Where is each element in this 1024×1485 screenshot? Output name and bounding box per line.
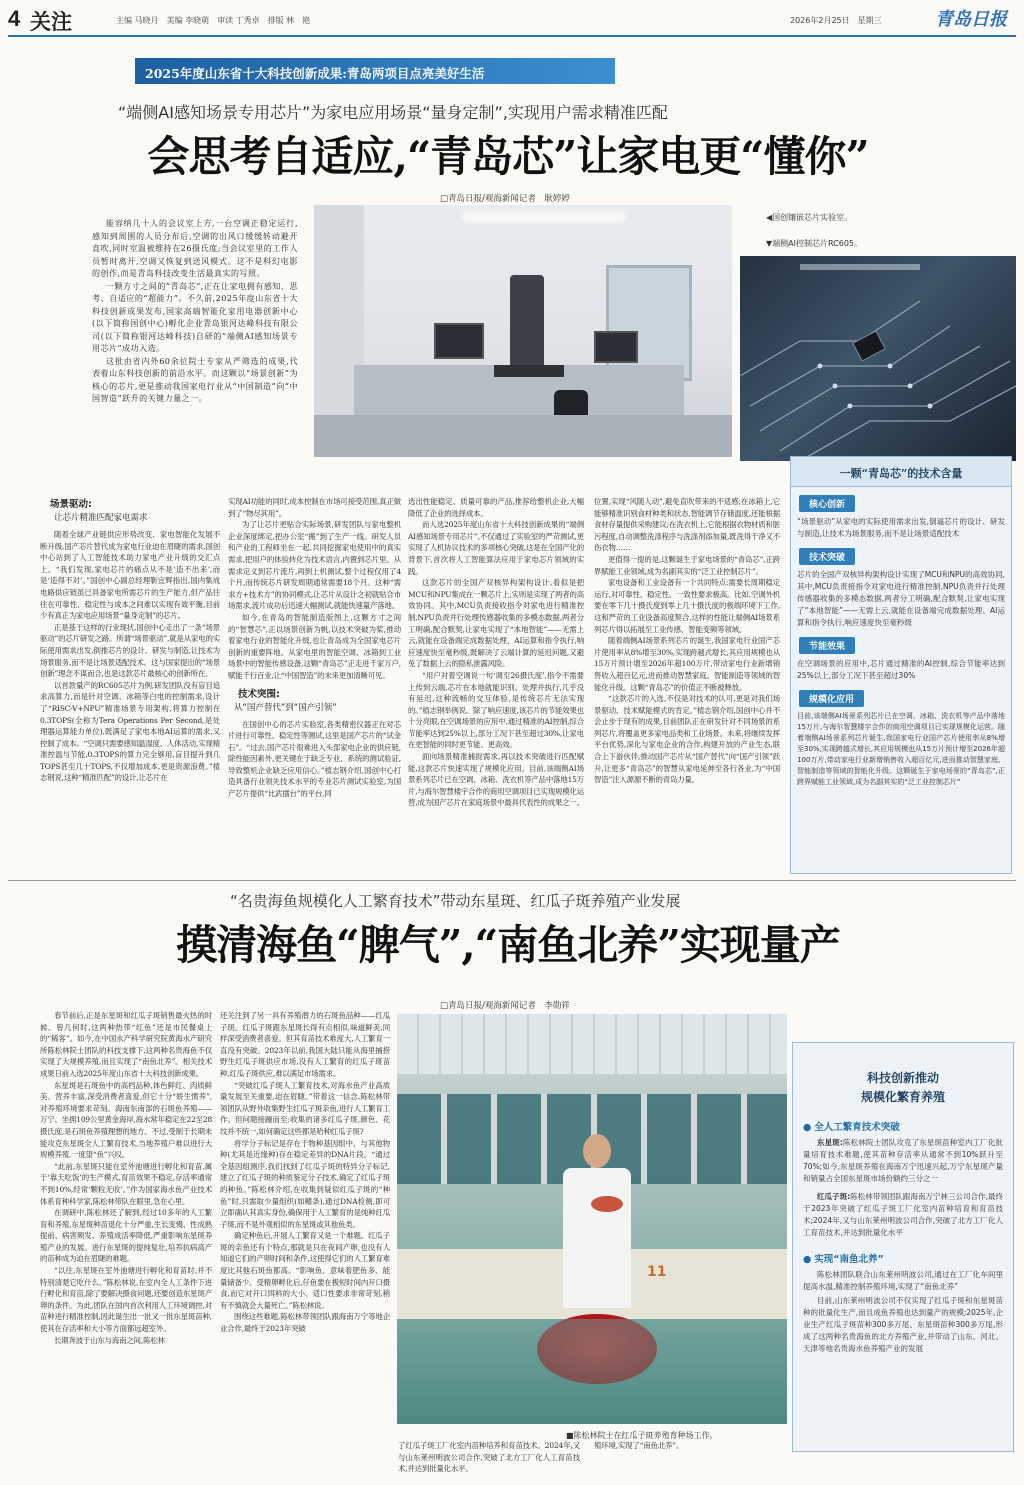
fish-farm-photo [397, 1014, 787, 1424]
bullet-icon: ● [803, 1254, 812, 1265]
sidebar-tag: 技术突破 [799, 548, 855, 565]
photo-caption: ■陈松林院士在红瓜子斑养殖育种场工作。 [566, 1431, 718, 1440]
body-paragraph: 正是基于这样的行业现状,国创中心走出了一条“场景驱动”的芯片研发之路。所谓“场景驱动”,就是从家电的实际使用需求出发,倒推芯片的设计、研发与制造,让技术为场景服务,而不是让场景适配技术。这与国家提出的“场景创新”理念不谋而合,也是这款芯片最核心的创新所在。 [40, 622, 220, 679]
body-paragraph: 实现AI功能的同时,成本控制在市场可接受范围,真正做到了“物尽其用”。 [228, 497, 401, 518]
sidebar-text [803, 1191, 1003, 1239]
sidebar-text: 芯片的全国产双核异构架构设计实现了MCU和NPU的高效协同,其中,MCU负责接指令对家电进行精准控制,NPU负责并行处理传感器收集的多模态数据,两者分工明确,配合默契,让家电实现了“本地智能”——无需上云,就能在设备端完成数据处理、AI运算和指令执行,响应速度快至毫秒级 [797, 570, 1005, 627]
sidebar-tag: 核心创新 [799, 495, 855, 512]
researcher-figure [557, 1134, 637, 1314]
body-paragraph: “突破红瓜子斑人工繁育技术,对海水鱼产业高质量发展至关重要,迫在眉睫。”带着这一信念,陈松林带领团队从野外收集野生红瓜子斑亲鱼,进行人工繁育工作。但问题接踵而至:收集的诸多红瓜子斑,颜色、花纹并不统一,如何确定这些都是哈种红瓜子斑? [220, 1080, 390, 1136]
body-paragraph: “此前,东星斑只能在室外池塘进行孵化和育苗,属于‘靠天吃饭’的生产模式,育苗效果不稳定,存活率通常不到10%,经常‘颗粒无收’。”作为国家海水鱼产业技术体系育种科学家,陈松林带队在眼里,急在心里。 [40, 1161, 212, 1206]
body-paragraph: 这款芯片的全国产双核异构架构设计,看似是把MCU和NPU集成在一颗芯片上,实则是实现了两者的高效协同。其中,MCU负责接收指令对家电进行精准控制,NPU负责并行处理传感器收集的多模态数据,两者分工明确,配合默契,让家电实现了“本地智能”——无需上云,就能在设备端完成数据处理、AI运算和指令执行,响应速度快至毫秒级,既解决了云端计算的延迟问题,又避免了数据上云的隐私泄露风险。 [408, 578, 584, 669]
microscope-base [494, 365, 564, 377]
sidebar-lead: 东星斑: [817, 1138, 843, 1147]
circuit-board-illustration [740, 256, 1016, 461]
lab-photo [314, 205, 732, 457]
sidebar-text: 在空调场景的应用中,芯片通过精准的AI控制,综合节能率达到25%以上,部分工况下甚至超过30% [797, 659, 1005, 680]
microscope-icon [510, 275, 544, 375]
sidebar-section-head [803, 1251, 1003, 1265]
fish-in-hand [591, 1196, 623, 1212]
body-paragraph: 面向场景精准捕捉需求,再以技术突破进行匹配赋能,这款芯片快速实现了规模化应用。目前,该端侧AI场景系列芯片已在空调、冰箱、洗衣机等产品中落地15万片,与海尔智慧楼宇合作的商用空调项目已实现规模化运营,成为国产芯片在家庭场景中最具代表性的成果之一。 [408, 752, 584, 808]
body-paragraph: “用户对着空调说一句‘调至26摄氏度’,指令不需要上传到云端,芯片在本地就能识别、处理并执行,几乎没有延迟,这种流畅的交互体验,是传统芯片无法实现的。”植志钢举例说。除了响应速度,该芯片的节能效果也十分亮眼,在空调场景的应用中,通过精准的AI控制,综合节能率达到25%以上,部分工况下甚至超过30%,让家电在更智能的同时更节能、更高效。 [408, 670, 584, 750]
chip-photo [740, 256, 1016, 461]
sidebar-body: 陈松林院士团队攻克了东星斑苗种室内工厂化批量培育技术难题,使其苗种存活率从通常不到10%跃升至70%;如今,东星斑养殖在海南万宁迅速兴起,万宁东星斑产量和销量占全国东星斑市场份额约三分之一 [803, 1138, 1003, 1183]
sidebar-body: 目前,山东莱州明波公司不仅实现了红瓜子斑和东星斑苗种的批量化生产,而且成鱼养殖也达到量产的规模;2025年,企业生产红瓜子斑苗种300多万尾、东星斑苗种300多万尾,形成了这两种名贵海鱼的北方养殖产业,并带动了山东、河北、天津等地名贵海水鱼养殖产业的发展 [803, 1296, 1003, 1353]
sidebar-text [803, 1137, 1003, 1185]
newspaper-logo: 青岛日报 [935, 9, 1007, 30]
body-paragraph: 以首款量产的RC605芯片为例,研发团队没有盲目追求高算力,而是针对空调、冰箱等白电的控制需求,设计了“RISC-V+NPU”精准场景专用架构,将算力控制在0.3TOPS(全称为Tera Operations Per Second,是处理器运算能力单位),既满足了家电本地AI运算的需求,又控制了成本。“空调只需要感知温湿度、人体活动,实现精准控温与节能,0.3TOPS的算力完全够用,盲目提升到几TOPS甚至几十TOPS,不仅增加成本,更是资源浪费。”植志钢说,这种“精准匹配”的设计,让芯片在 [40, 680, 220, 783]
subhead-title: 技术突围: [238, 688, 280, 700]
story1-kicker: “端侧AI感知场景专用芯片”为家电应用场景“量身定制”,实现用户需求精准匹配 [118, 103, 668, 122]
lead-paragraph: 能容纳几十人的会议室上方,一台空调正稳定运行,感知到周围的人员分布后,空调的出风口缓缓转动避开直吹,同时室温被维持在26摄氏度;当会议室里的工作人员暂时离开,空调又恢复到送风模式。这不是科幻电影的创作,而是青岛科技改变生活最真实的写照。 [92, 219, 298, 278]
subhead-title: 场景驱动: [50, 499, 92, 510]
masthead-rule [8, 35, 1016, 37]
sidebar-title [803, 1069, 1003, 1105]
tank-number: 11 [647, 1264, 667, 1280]
researcher-body [563, 1168, 631, 1308]
editor-credits: 主编 马晓月 美编 李晓萌 审读 丁秀卓 排版 林 艳 [116, 16, 311, 25]
section-name: 关注 [30, 10, 72, 34]
story1-sidebar [790, 456, 1012, 874]
greenhouse-roof [397, 1014, 787, 1074]
body-paragraph: 春节前后,正是东星斑和红瓜子斑销售最火热的时候。曾几何时,这两种热带“红鱼”还是市民餐桌上的“稀客”。如今,在中国水产科学研究院黄海水产研究所陈松林院士团队的科技支撑下,这两种名贵海鱼不仅实现了大规模养殖,而且实现了“南鱼北养”。相关技术成果日前入选2025年度山东省十大科技创新成果。 [40, 1011, 212, 1078]
lab-ceiling-lights [464, 213, 624, 221]
photo-caption: ▼端侧AI控制芯片RC605。 [766, 239, 862, 248]
sidebar-section-head [803, 1119, 1003, 1133]
story2-sidebar [792, 1042, 1014, 1452]
sidebar-title-line: 科技创新推动 [866, 1071, 939, 1085]
body-paragraph: 确定种鱼后,开展人工繁育又是一个难题。红瓜子斑的亲鱼还有个特点,那就是只在夜间产卵,也没有人知道它们的产卵时间和条件,这使得它们的人工繁育难度比其他石斑鱼都高。“影响鱼、意味着肥鱼多、能量储备少。受精卵孵化后,仔鱼要在极短时间内开口摄食,而它对开口饵料的大小、适口性要求非常苛刻,稍有不慎就会大量死亡。”陈松林说。 [220, 1231, 390, 1310]
story1-lead [92, 218, 298, 480]
body-paragraph: 随着端侧AI场景系列芯片的诞生,我国家电行业国产芯片使用率从8%增至30%,实现跨越式增长,其应用规模也从15万片预计增至2026年超100万片,带动家电行业新增销售收入超百亿元,进而推动智慧家庭、智能制造等领域的智能化升级。这颗“青岛芯”的价值正不断被释放。 [594, 636, 780, 692]
story2-column-2 [220, 1010, 390, 1475]
story2-byline: □青岛日报/观海新闻记者 李勋祥 [440, 1001, 570, 1011]
body-paragraph: 围绕这些难题,陈松林带领团队跟海南万宁等地企业合作,最终于2023年突破 [220, 1312, 390, 1334]
story2-headline: 摸清海鱼“脾气”,“南鱼北养”实现量产 [176, 921, 840, 969]
sidebar-title-bar [791, 457, 1011, 487]
sidebar-body: 陈松林带领团队跟海南万宁林三公司合作,最终于2023年突破了红瓜子斑工厂化室内苗种培育和育苗技术;2024年,又与山东莱州明波公司合作,突破了北方工厂化人工育苗技术,并达到批量化水平 [803, 1192, 1004, 1237]
lab-window [606, 265, 692, 381]
body-paragraph: 随着全球产业链供应形势改变、家电智能化发展不断升级,国产芯片替代成为家电行业迫在眉睫的需求,国创中心站到了人工智能技术助力家电产业升级的交汇点上。“我们发现,家电芯片的痛点从不是‘造不出来’,而是‘造得不对’。”国创中心副总经理靳宜辉指出,国内集成电路供应链虽已具备家电所需芯片的生产能力,但产品往往在可靠性、稳定性与成本之间难以实现有效平衡,目前少有真正为家电应用场景“量身定制”的芯片。 [40, 530, 220, 621]
sidebar-tag: 节能效果 [799, 637, 855, 654]
sidebar-lead: 红瓜子斑: [817, 1192, 851, 1201]
body-paragraph: 在国创中心的芯片实验室,各类精密仪器正在对芯片进行可靠性、稳定性等测试,这里是国产芯片的“试金石”。“过去,国产芯片很难进入头部家电企业的供应链,除性能因素外,更关键在于缺乏专业、系统的测试验证,导致整机企业缺乏应用信心。”植志钢介绍,国创中心打造具备行业领先技术水平的专业芯片测试实验室,为国产芯片提供“比武擂台”的平台,同 [228, 719, 401, 799]
sidebar-title: 一颗“青岛芯”的技术含量 [839, 467, 963, 480]
sidebar-text: “场景驱动”从家电的实际使用需求出发,倒逼芯片的设计、研发与制造,让技术为场景服务,而不是让场景适配技术 [797, 517, 1005, 538]
body-paragraph: 殖环境,实现了“南鱼北养”。 [594, 1441, 684, 1450]
lead-paragraph: 一颗方寸之间的“青岛芯”,正在让家电拥有感知、思考、自适应的“超能力”。不久前,2025年度山东省十大科技创新成果发布,国家高端智能化家用电器创新中心(以下简称国创中心)孵化企业青岛银河达峰科技有限公司(以下简称银河达峰科技)自研的“端侧AI感知场景专用芯片”成功入选。 [92, 281, 298, 353]
sidebar-title-line: 规模化繁育养殖 [860, 1090, 945, 1104]
top-banner-text: 2025年度山东省十大科技创新成果:青岛两项目点亮美好生活 [145, 66, 485, 81]
story1-column-4 [594, 496, 780, 874]
body-paragraph: 了红瓜子斑工厂化室内苗种培养和育苗技术。2024年,又与山东莱州明波公司合作,突破了北方工厂化人工育苗技术,并达到批量化水平。 [398, 1441, 580, 1474]
story2-column-1 [40, 1010, 212, 1475]
story2-column-4 [594, 1440, 786, 1480]
body-paragraph: 而人选2025年度山东省十大科技创新成果的“端侧AI感知场景专用芯片”,不仅通过了实验室的严苛测试,更实现了人机协议技术的多项核心突破,这是在全国产化的背景下,首次将人工智能算法应用于家电芯片领域的实践。 [408, 520, 584, 576]
body-paragraph: 家电设备和工业设备有一个共同特点:需要长周期稳定运行,对可靠性、稳定性、一致性要求极高。比如,空调外机要在零下几十摄氏度到零上几十摄氏度的极端环境下工作,这和严苛的工业设备高度契合,这样的性能让端侧AI场景系列芯片得以拓展至工业传感、智能变频等领域。 [594, 578, 780, 634]
sidebar-section-label: 全人工繁育技术突破 [814, 1122, 900, 1133]
body-paragraph: 更值得一提的是,这颗诞生于家电场景的“青岛芯”,正跨界赋能工业领域,成为名副其实的“泛工业控制芯片”。 [594, 554, 780, 576]
monitor-icon [594, 331, 638, 363]
story1-column-3 [408, 496, 584, 874]
story2-kicker: “名贵海鱼规模化人工繁育技术”带动东星斑、红瓜子斑养殖产业发展 [230, 892, 681, 910]
story1-byline: □青岛日报/观海新闻记者 耿婷婷 [440, 194, 570, 204]
fish-farm-water [397, 1319, 787, 1424]
story-divider [8, 880, 1016, 881]
sidebar-tag: 规模化应用 [799, 690, 864, 707]
sidebar-text: 目前,该端侧AI场景系列芯片已在空调、冰箱、洗衣机等产品中落地15万片,与海尔智慧楼宇合作的商用空调项目已实现规模化运营。随着端侧AI场景系列芯片诞生,我国家电行业国产芯片使用率从8%增至30%,实现跨越式增长,其应用规模也从15万片预计增至2026年超100万片,带动家电行业新增销售收入超百亿元,进而推动智慧家庭、智能制造等领域的智能化升级。这颗诞生于家电场景的“青岛芯”,正跨界赋能工业领域,成为名副其实的“泛工业控制芯片” [797, 712, 1005, 786]
sidebar-text [803, 1269, 1003, 1293]
photo-caption: ◀国创镶嵌芯片实验室。 [766, 213, 853, 222]
sidebar-body: 陈松林团队联合山东莱州明波公司,通过在工厂化车间里提高水温,精准控制养殖环境,实现了“南鱼北养” [803, 1270, 1003, 1291]
body-paragraph: 选出性能稳定、质量可靠的产品,推荐给整机企业,大幅降低了企业的选择成本。 [408, 497, 584, 518]
body-paragraph: 如今,在青岛的智能制造版图上,这颗方寸之间的“智慧芯”,正以场景创新为帆,以技术突破为桨,推动着家电行业的智能化升级,也让青岛成为全国家电芯片创新的重要阵地。从家电里的智能空调、冰箱到工业场景中的智能传感设备,这颗“青岛芯”正走进千家万户,赋能千行百业,让“中国智造”的未来更加清晰可见。 [228, 612, 401, 680]
lab-floor [314, 415, 732, 457]
body-paragraph: “以往,东星斑在室外池塘进行孵化和育苗时,并不特别清楚它吃什么。”陈松林说,在室内全人工条件下进行孵化和育苗,除了要解决摄食问题,还要创造东星斑产卵的条件。为此,团队在国内首次利用人工环境调控,对苗种进行精准控制,因此诞生出一批又一批东星斑苗种,使其在存活率和大小等方面都远超室外。 [40, 1266, 212, 1334]
body-paragraph: 在调研中,陈松林还了解到,经过10多年的人工繁育和养殖,东星斑种苗退化十分严重,生长变慢、性成熟提前、病害频发、养殖成活率降低,严重影响东星斑养殖产业的发展。进行东星斑的提纯复壮,培养抗病高产的苗种成为迫在眉睫的难题。 [40, 1208, 212, 1264]
monitor-icon [434, 323, 484, 359]
story1-column-2 [228, 496, 401, 874]
body-paragraph: 为了让芯片更贴合实际场景,研发团队与家电整机企业深度绑定,把办公室“搬”到了生产一线。研发人员和产业的工程师坐在一起,共同挖掘家电使用中的真实需求,把用户的体验转化为技术语言,内置到芯片里。从需求定义到芯片流片,再到上机测试,整个过程仅用了4个月,而传统芯片研发周期通常需要18个月。这种“需求方+技术方”的协同模式,让芯片从设计之初就贴合市场需求,流片成功后迅速大幅测试,就能快速量产落地。 [228, 520, 401, 611]
body-paragraph: 将学分子标记是存在于物种基因组中、与其他物种(尤其是近缘种)存在稳定差异的DNA片段。“通过全基因组测序,我们找到了红瓜子斑的特异分子标记,建立了红瓜子斑的种质鉴定分子技术,确定了红瓜子斑的种鱼。”陈松林介绍,在收集到疑似红瓜子斑的“种鱼”时,只需取少量组织(如鳍条),通过DNA检测,即可立即确认其真实身份,确保用于人工繁育的是纯种红瓜子斑,而不是外观相似的东星斑或其他鱼类。 [220, 1138, 390, 1229]
story1-column-1 [40, 498, 220, 874]
masthead [0, 0, 1024, 40]
body-paragraph: “这款芯片的入选,不仅是对技术的认可,更是对我们场景驱动、技术赋能模式的肯定。”植志钢介绍,国创中心并不会止步于现有的成果,目前团队正在研发针对不同场景的系列芯片,将覆盖更多家电品类和工业场景。未来,将继续发挥平台优势,深化与家电企业的合作,构建开放的产业生态,联合上下游伙伴,推动国产芯片从“国产替代”向“国产引领”跃升,让更多“青岛芯”的智慧从家电延伸至各行各业,为“中国智造”注入源源不断的青岛力量。 [594, 694, 780, 785]
subhead-subtitle: 让芯片精准匹配家电需求 [54, 513, 148, 523]
body-paragraph: 位置,实现“风随人动”,避免直吹带来的不适感;在冰箱上,它能够精准识别食材种类和状态,智能调节存储温度,还能根据食材存量提供采购建议;在洗衣机上,它能根据衣物材质和脏污程度,自动调整洗涤程序与洗涤剂添加量,既洗得干净又不伤衣物…… [594, 497, 780, 553]
story2-column-3 [398, 1440, 580, 1480]
issue-date: 2026年2月25日 星期三 [790, 16, 882, 25]
sidebar-text [803, 1295, 1003, 1355]
chip-icon [853, 331, 885, 361]
researcher-head [583, 1134, 611, 1168]
lead-paragraph: 这批由省内外60余位院士专家从严筛选的成果,代表着山东科技创新的前沿水平。而这颗以“场景创新”为核心的芯片,更是推动我国家电行业从“中国制造”向“中国智造”跃升的关键力量之一。 [92, 356, 298, 403]
body-paragraph: 长期奔波于山东与海南之间,陈松林 [54, 1335, 165, 1345]
story1-headline: 会思考自适应,“青岛芯”让家电更“懂你” [147, 132, 869, 181]
page-number: 4 [8, 6, 21, 31]
body-paragraph: 东星斑是石斑鱼中的高档品种,体色鲜红、肉质鲜美、营养丰富,深受消费者喜爱,但它十分“娇生惯养”,对养殖环境要求苛刻。海南东南部的石斑鱼养殖——万宁、坐拥109公里黄金海岸,海水常年稳定在22至28摄氏度,是石斑鱼养殖理想的地方。不过,受制于长期未能攻克东星斑全人工繁育技术,当地养殖户难以进行大规模养殖,一度望“鱼”兴叹。 [40, 1080, 212, 1160]
sidebar-section-label: 实现“南鱼北养” [814, 1254, 884, 1265]
bullet-icon: ● [803, 1122, 812, 1133]
body-paragraph: 还关注到了另一具有养殖潜力的石斑鱼品种——红瓜子斑。红瓜子斑跟东星斑长得有点相似,味道鲜美,同样深受消费者喜爱。但其育苗技术难度大,人工繁育一直没有突破。2023年以前,我国大陆只能从海里捕捞野生红瓜子斑供应市场,没有人工繁育的红瓜子斑苗种,红瓜子斑供应,难以满足市场需求。 [220, 1011, 390, 1078]
subhead-subtitle: 从“国产替代”到“国产引领” [234, 702, 337, 713]
